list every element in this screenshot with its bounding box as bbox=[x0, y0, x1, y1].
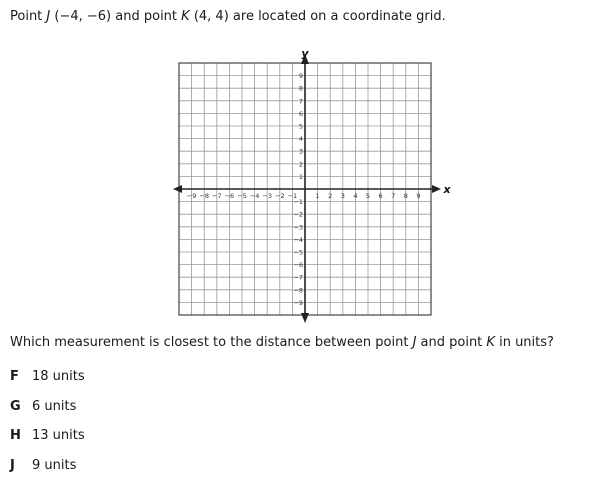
y-tick-label: −8 bbox=[293, 286, 303, 295]
x-tick-label: 4 bbox=[353, 192, 358, 200]
choice-letter: F bbox=[10, 369, 19, 384]
x-tick-label: 8 bbox=[403, 192, 408, 200]
y-tick-label: 2 bbox=[298, 160, 303, 169]
x-tick-label: −5 bbox=[237, 192, 247, 200]
point-j-label: J bbox=[46, 9, 51, 24]
x-axis-arrow-right bbox=[432, 185, 441, 193]
y-tick-label: 8 bbox=[298, 84, 303, 93]
x-tick-label: 3 bbox=[340, 192, 345, 200]
y-tick-label: −1 bbox=[293, 198, 303, 207]
x-tick-label: 1 bbox=[315, 192, 320, 200]
y-axis-arrow-down bbox=[301, 313, 309, 323]
x-tick-label: −9 bbox=[186, 192, 197, 200]
x-tick-label: −3 bbox=[262, 192, 272, 200]
choice-text: 18 units bbox=[32, 369, 85, 384]
y-tick-label: −6 bbox=[293, 261, 303, 270]
choice-letter: G bbox=[10, 399, 21, 414]
stem-text-3: are located on a coordinate grid. bbox=[228, 9, 446, 24]
y-tick-label: −9 bbox=[293, 298, 303, 307]
x-axis-arrow-left bbox=[173, 185, 182, 193]
question-text bbox=[10, 335, 554, 350]
point-k-label: K bbox=[181, 9, 190, 24]
question-text-1: Which measurement is closest to the distance between point bbox=[10, 335, 413, 350]
question-text-2: and point bbox=[416, 335, 487, 350]
y-tick-label: 7 bbox=[298, 97, 303, 106]
y-tick-label: 3 bbox=[298, 147, 303, 156]
x-tick-label: −8 bbox=[199, 192, 209, 200]
x-tick-label: 6 bbox=[378, 192, 383, 200]
y-tick-label: 5 bbox=[298, 122, 303, 131]
x-axis-label: x bbox=[443, 183, 451, 196]
point-k-coords: (4, 4) bbox=[189, 9, 229, 24]
y-tick-label: −5 bbox=[293, 248, 303, 257]
y-tick-label: 1 bbox=[298, 172, 303, 181]
point-j-coords: (−4, −6) bbox=[50, 9, 112, 24]
question-text-3: in units? bbox=[494, 335, 554, 350]
x-tick-label: 2 bbox=[328, 192, 333, 200]
choice-letter: J bbox=[10, 458, 15, 473]
x-tick-label: −6 bbox=[224, 192, 235, 200]
y-tick-label: −4 bbox=[293, 235, 303, 244]
y-tick-label: 4 bbox=[298, 135, 303, 144]
y-tick-label: −2 bbox=[293, 210, 303, 219]
x-tick-label: −1 bbox=[287, 192, 298, 200]
y-axis-label: y bbox=[301, 47, 309, 60]
choice-text: 6 units bbox=[32, 399, 77, 414]
answer-choice-g[interactable] bbox=[10, 399, 76, 414]
x-tick-label: −7 bbox=[212, 192, 222, 200]
x-tick-label: −4 bbox=[249, 192, 260, 200]
answer-choice-f[interactable] bbox=[10, 369, 85, 384]
x-tick-label: 9 bbox=[416, 192, 421, 200]
answer-choice-j[interactable] bbox=[10, 458, 76, 473]
stem-text-2: and point bbox=[111, 9, 182, 24]
y-tick-label: 6 bbox=[298, 109, 303, 118]
x-tick-label: 5 bbox=[365, 192, 371, 200]
y-tick-label: 9 bbox=[298, 72, 303, 81]
question-point-k: K bbox=[486, 335, 495, 350]
stem-text-1: Point bbox=[10, 9, 47, 24]
question-point-j: J bbox=[412, 335, 417, 350]
choice-text: 9 units bbox=[32, 458, 77, 473]
choice-text: 13 units bbox=[32, 428, 85, 443]
y-tick-label: −7 bbox=[293, 273, 303, 282]
answer-choice-h[interactable] bbox=[10, 428, 85, 443]
x-tick-label: 7 bbox=[391, 192, 396, 200]
y-tick-label: −3 bbox=[293, 223, 303, 232]
x-tick-label: −2 bbox=[275, 192, 285, 200]
choice-letter: H bbox=[10, 428, 21, 443]
